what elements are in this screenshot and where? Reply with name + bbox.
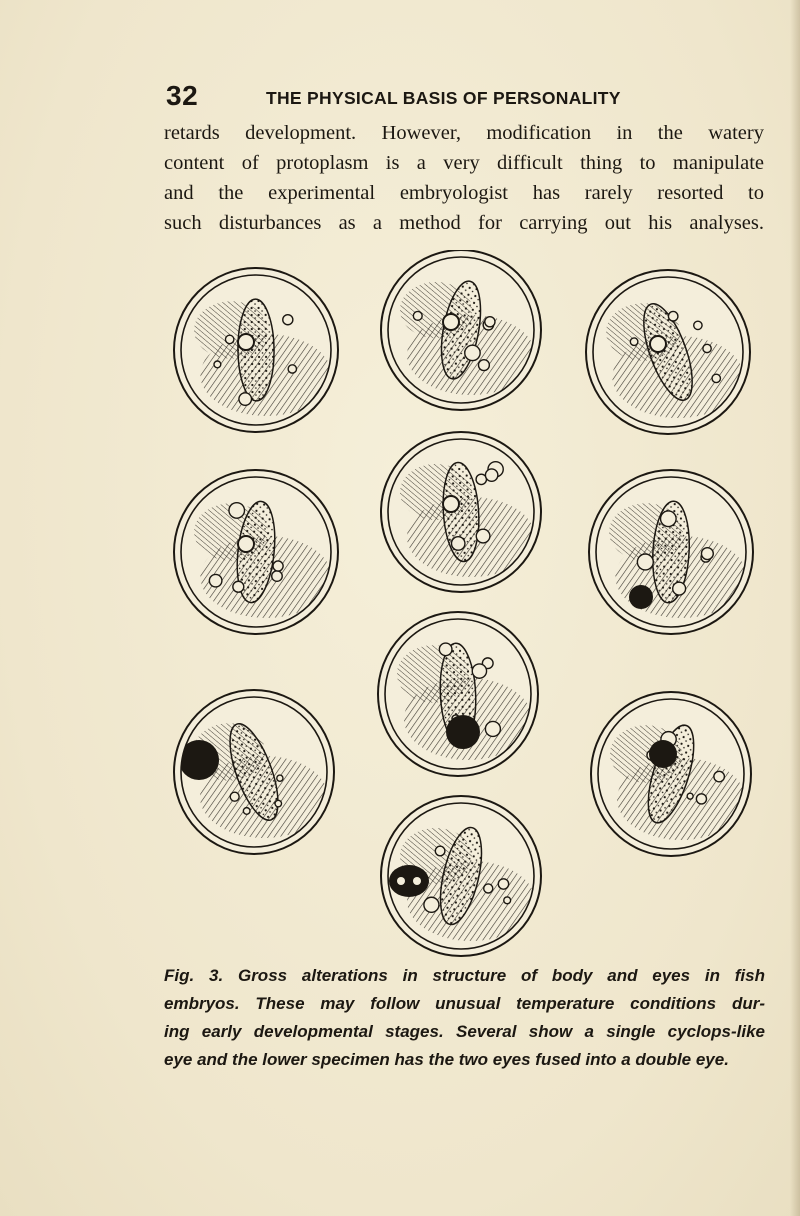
body-line: retards development. However, modification in the watery [164,122,764,144]
embryo-specimen [174,690,334,854]
page-edge-shadow [790,0,800,1216]
caption-line: embryos. These may follow unusual temperature conditions dur- [164,994,765,1013]
embryo-specimen [586,270,750,434]
page-number: 32 [166,80,199,111]
body-paragraph [164,118,764,238]
embryo-specimen [381,250,541,410]
caption-line: ing early developmental stages. Several show a single cyclops-like [164,1022,765,1041]
embryo-specimen [381,432,541,592]
embryo-specimen [378,612,538,776]
eye-icon [443,314,459,330]
running-head: THE PHYSICAL BASIS OF PERSONALITY [266,88,621,108]
eye-icon [238,536,254,552]
cyclops-eye-icon [446,715,480,749]
eye-icon [238,334,254,350]
double-eye-icon [389,865,429,897]
eye-icon [650,336,666,352]
cyclops-eye-icon [649,740,677,768]
page-header [166,80,766,114]
body-line: content of protoplasm is a very difficult thing to manipulate [164,152,764,174]
embryo-specimen [174,268,338,432]
caption-line: Fig. 3. Gross alterations in structure of body and eyes in fish [164,966,765,985]
cyclops-eye-icon [629,585,653,609]
embryo-specimen [174,470,338,634]
embryo-illustration [166,250,766,960]
caption-line: eye and the lower specimen has the two eyes fused into a double eye. [164,1050,729,1069]
body-line: and the experimental embryologist has rarely resorted to [164,182,764,204]
eye-icon [443,496,459,512]
body-line: such disturbances as a method for carrying out his analyses. [164,212,764,234]
embryo-figure [166,250,766,960]
embryo-specimen [381,796,541,956]
figure-caption [164,962,765,1074]
embryo-specimen [591,692,751,856]
embryo-specimen [589,470,753,634]
